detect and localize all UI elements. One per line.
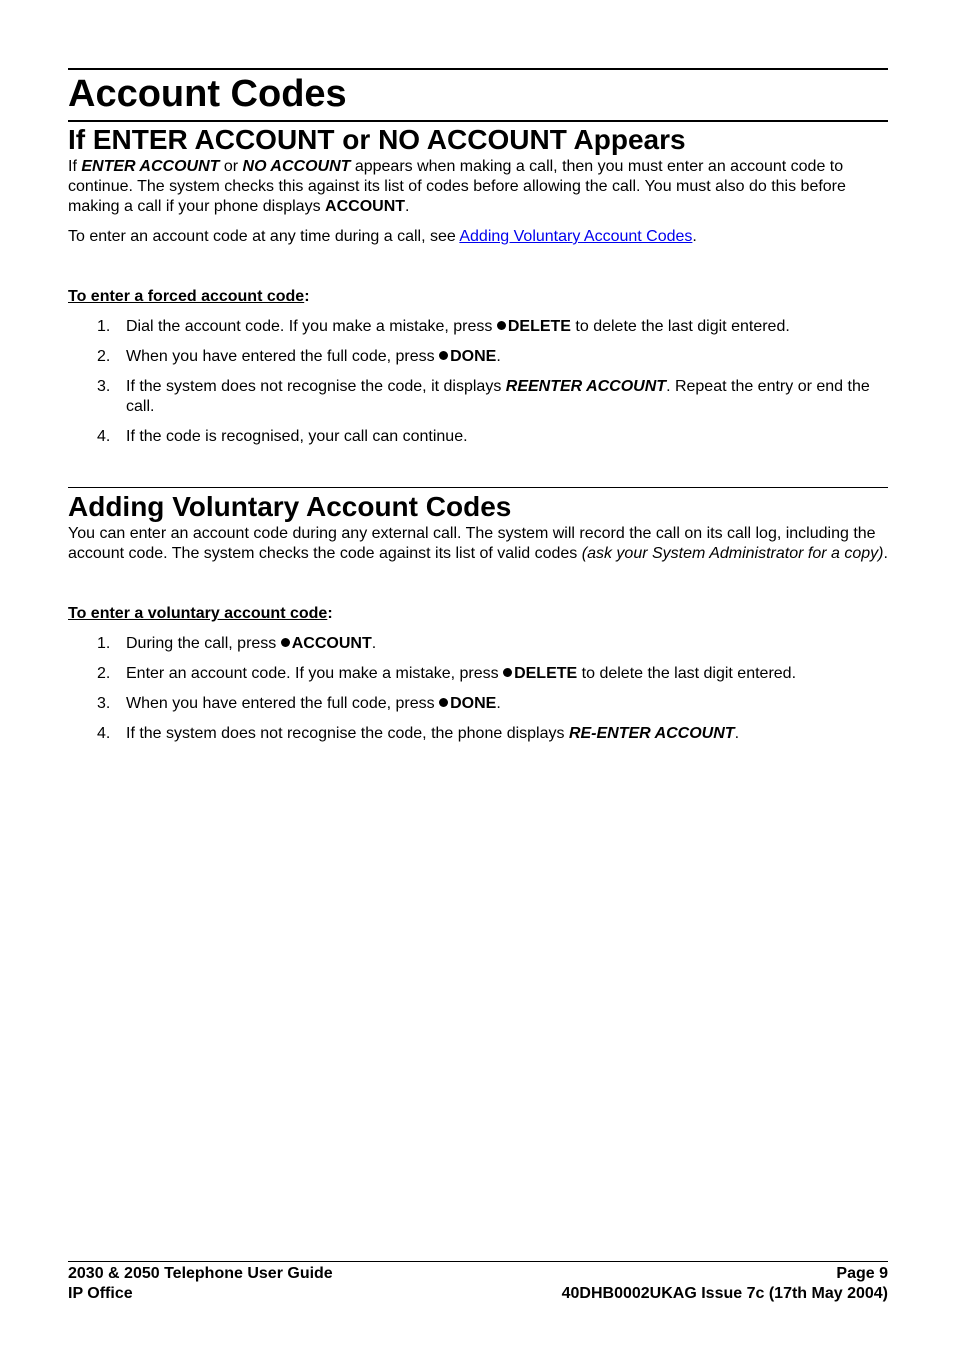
list-item: 1. Dial the account code. If you make a mistake, press DELETE to delete the last digit entered. (97, 318, 790, 335)
list-item: 2. When you have entered the full code, press DONE. (97, 348, 501, 365)
soft-key-label: DONE (450, 695, 497, 712)
display-text: ACCOUNT (325, 198, 406, 215)
soft-key-label: DELETE (514, 665, 578, 682)
section-intro: You can enter an account code during any external call. The system will record the call on its call log, including the account code. The system checks the code against its list of valid codes (ask your System Administrator for a copy). (68, 525, 888, 562)
list-item: 4. If the system does not recognise the code, the phone displays RE-ENTER ACCOUNT. (97, 725, 740, 742)
soft-key-dot-icon (439, 351, 448, 360)
cross-reference-paragraph: To enter an account code at any time during a call, see Adding Voluntary Account Codes. (68, 228, 697, 245)
procedure-title: To enter a voluntary account code: (68, 605, 333, 622)
soft-key-dot-icon (281, 638, 290, 647)
soft-key-label: DELETE (507, 318, 571, 335)
list-item: 3. When you have entered the full code, press DONE. (97, 695, 501, 712)
display-text: RE-ENTER ACCOUNT (568, 725, 735, 742)
display-text: REENTER ACCOUNT (505, 378, 667, 395)
footer-rule (68, 1261, 888, 1262)
chapter-title: Account Codes (68, 73, 347, 115)
display-text: ENTER ACCOUNT (81, 158, 220, 175)
section-title: If ENTER ACCOUNT or NO ACCOUNT Appears (68, 124, 686, 155)
soft-key-dot-icon (503, 668, 512, 677)
section-rule (68, 487, 888, 488)
chapter-rule-bottom (68, 120, 888, 122)
footer-document-title: 2030 & 2050 Telephone User Guide (68, 1265, 333, 1282)
procedure-steps (68, 317, 888, 447)
section-forced-account (68, 123, 888, 457)
list-item: 4. If the code is recognised, your call can continue. (97, 428, 468, 445)
procedure-title: To enter a forced account code: (68, 288, 310, 305)
footer-issue: 40DHB0002UKAG Issue 7c (17th May 2004) (561, 1285, 888, 1302)
soft-key-dot-icon (439, 698, 448, 707)
page-footer (68, 1261, 888, 1304)
voluntary-codes-link[interactable]: Adding Voluntary Account Codes (459, 228, 693, 245)
list-item: 1. During the call, press ACCOUNT. (97, 635, 377, 652)
section-intro: If ENTER ACCOUNT or NO ACCOUNT appears when making a call, then you must enter an account code to continue. The system checks this against its list of codes before allowing the call. You must also do this before making a call if your phone displays ACCOUNT. (68, 158, 846, 215)
procedure-steps (68, 634, 888, 744)
display-text: NO ACCOUNT (242, 158, 351, 175)
footer-page-number: Page 9 (836, 1265, 888, 1282)
section-title: Adding Voluntary Account Codes (68, 491, 512, 522)
soft-key-label: DONE (450, 348, 497, 365)
footer-product: IP Office (68, 1285, 133, 1302)
list-item: 3. If the system does not recognise the code, it displays REENTER ACCOUNT. Repeat the entry or end the call. (97, 378, 870, 415)
soft-key-dot-icon (497, 321, 506, 330)
list-item: 2. Enter an account code. If you make a mistake, press DELETE to delete the last digit entered. (97, 665, 797, 682)
section-voluntary-account (68, 487, 888, 754)
soft-key-label: ACCOUNT (291, 635, 372, 652)
